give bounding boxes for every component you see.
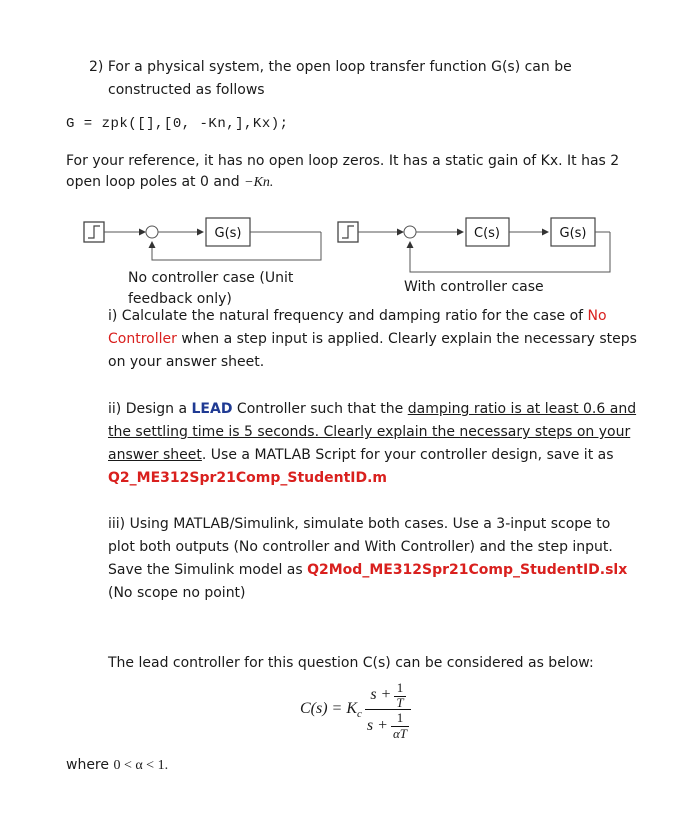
part-iii-line-3 bbox=[108, 559, 627, 582]
lead-keyword: LEAD bbox=[191, 401, 233, 417]
reference-pole-math: −Kn. bbox=[244, 175, 274, 190]
part-i-highlight: No bbox=[587, 308, 607, 324]
diagram-no-controller bbox=[84, 218, 321, 260]
numerator-s: s + bbox=[370, 685, 392, 703]
caption-with-controller: With controller case bbox=[404, 279, 544, 295]
intro-line-1: For a physical system, the open loop transfer function G(s) can be bbox=[107, 59, 572, 75]
caption-no-controller bbox=[128, 268, 293, 310]
block-g-label: G(s) bbox=[559, 226, 587, 241]
question-intro bbox=[89, 56, 572, 79]
reference-line-2-text: open loop poles at 0 and bbox=[66, 174, 245, 190]
reference-line-1: For your reference, it has no open loop zeros. It has a static gain of Kx. It has 2 bbox=[66, 153, 620, 169]
part-i-highlight-2: Controller bbox=[108, 331, 177, 347]
part-i-line-2 bbox=[108, 328, 637, 351]
where-prefix: where bbox=[66, 757, 114, 773]
denominator-s: s + bbox=[366, 716, 388, 734]
where-math: 0 < α < 1. bbox=[113, 758, 169, 773]
fraction-numerator bbox=[368, 680, 407, 709]
part-ii-underlined-3: answer sheet bbox=[108, 447, 202, 463]
caption-no-controller-line-1: No controller case (Unit bbox=[128, 270, 294, 286]
intro-line-2: constructed as follows bbox=[108, 82, 265, 98]
formula-lhs bbox=[300, 700, 362, 720]
num-frac-d: T bbox=[396, 695, 404, 710]
numerator-inner-fraction bbox=[394, 680, 405, 709]
block-c-label: C(s) bbox=[474, 226, 500, 241]
den-frac-n: 1 bbox=[396, 710, 404, 725]
part-ii-line-2 bbox=[108, 421, 630, 444]
reference-line-2 bbox=[66, 171, 273, 194]
sum-junction bbox=[146, 226, 158, 238]
part-ii-underlined-1: damping ratio is at least 0.6 and bbox=[407, 401, 637, 417]
part-ii-prefix: ii) Design a bbox=[108, 401, 192, 417]
part-ii-underlined-2: the settling time is 5 seconds. Clearly explain the necessary steps on your bbox=[108, 424, 631, 440]
part-ii-line-3 bbox=[108, 444, 614, 467]
code-line: G = zpk([],[0, -Kn,],Kx); bbox=[66, 116, 289, 132]
part-ii-after: . Use a MATLAB Script for your controller design, save it as bbox=[201, 447, 614, 463]
sum-junction bbox=[404, 226, 416, 238]
where-clause bbox=[66, 754, 168, 777]
block-g-label: G(s) bbox=[214, 226, 242, 241]
part-iii-filename: Q2Mod_ME312Spr21Comp_StudentID.slx bbox=[307, 562, 628, 578]
diagram-with-controller bbox=[338, 218, 610, 272]
part-ii-filename: Q2_ME312Spr21Comp_StudentID.m bbox=[108, 470, 388, 486]
part-iii-prefix: Save the Simulink model as bbox=[108, 562, 308, 578]
part-iii-line-2: plot both outputs (No controller and With Controller) and the step input. bbox=[108, 539, 613, 555]
part-i-line-3: on your answer sheet. bbox=[108, 354, 265, 370]
part-i-text-2: when a step input is applied. Clearly explain the necessary steps bbox=[176, 331, 637, 347]
part-ii-mid: Controller such that the bbox=[232, 401, 408, 417]
lead-controller-formula bbox=[300, 680, 411, 741]
denominator-inner-fraction bbox=[391, 710, 409, 741]
part-ii-line-1 bbox=[108, 398, 636, 421]
part-iii-line-4: (No scope no point) bbox=[108, 585, 246, 601]
caption-no-controller-line-2: feedback only) bbox=[128, 291, 232, 307]
den-frac-d: αT bbox=[392, 726, 408, 741]
question-number: 2) bbox=[89, 59, 104, 75]
part-i-line-1 bbox=[108, 305, 607, 328]
num-frac-n: 1 bbox=[396, 680, 404, 695]
part-i-text: i) Calculate the natural frequency and damping ratio for the case of bbox=[108, 308, 588, 324]
main-fraction bbox=[365, 680, 411, 741]
lead-controller-text: The lead controller for this question C(s) can be considered as below: bbox=[108, 655, 594, 671]
formula-subscript: c bbox=[357, 708, 362, 721]
formula-lhs-text: C(s) = K bbox=[300, 700, 358, 718]
fraction-denominator bbox=[365, 709, 411, 741]
part-iii-line-1: iii) Using MATLAB/Simulink, simulate both cases. Use a 3-input scope to bbox=[108, 516, 611, 532]
